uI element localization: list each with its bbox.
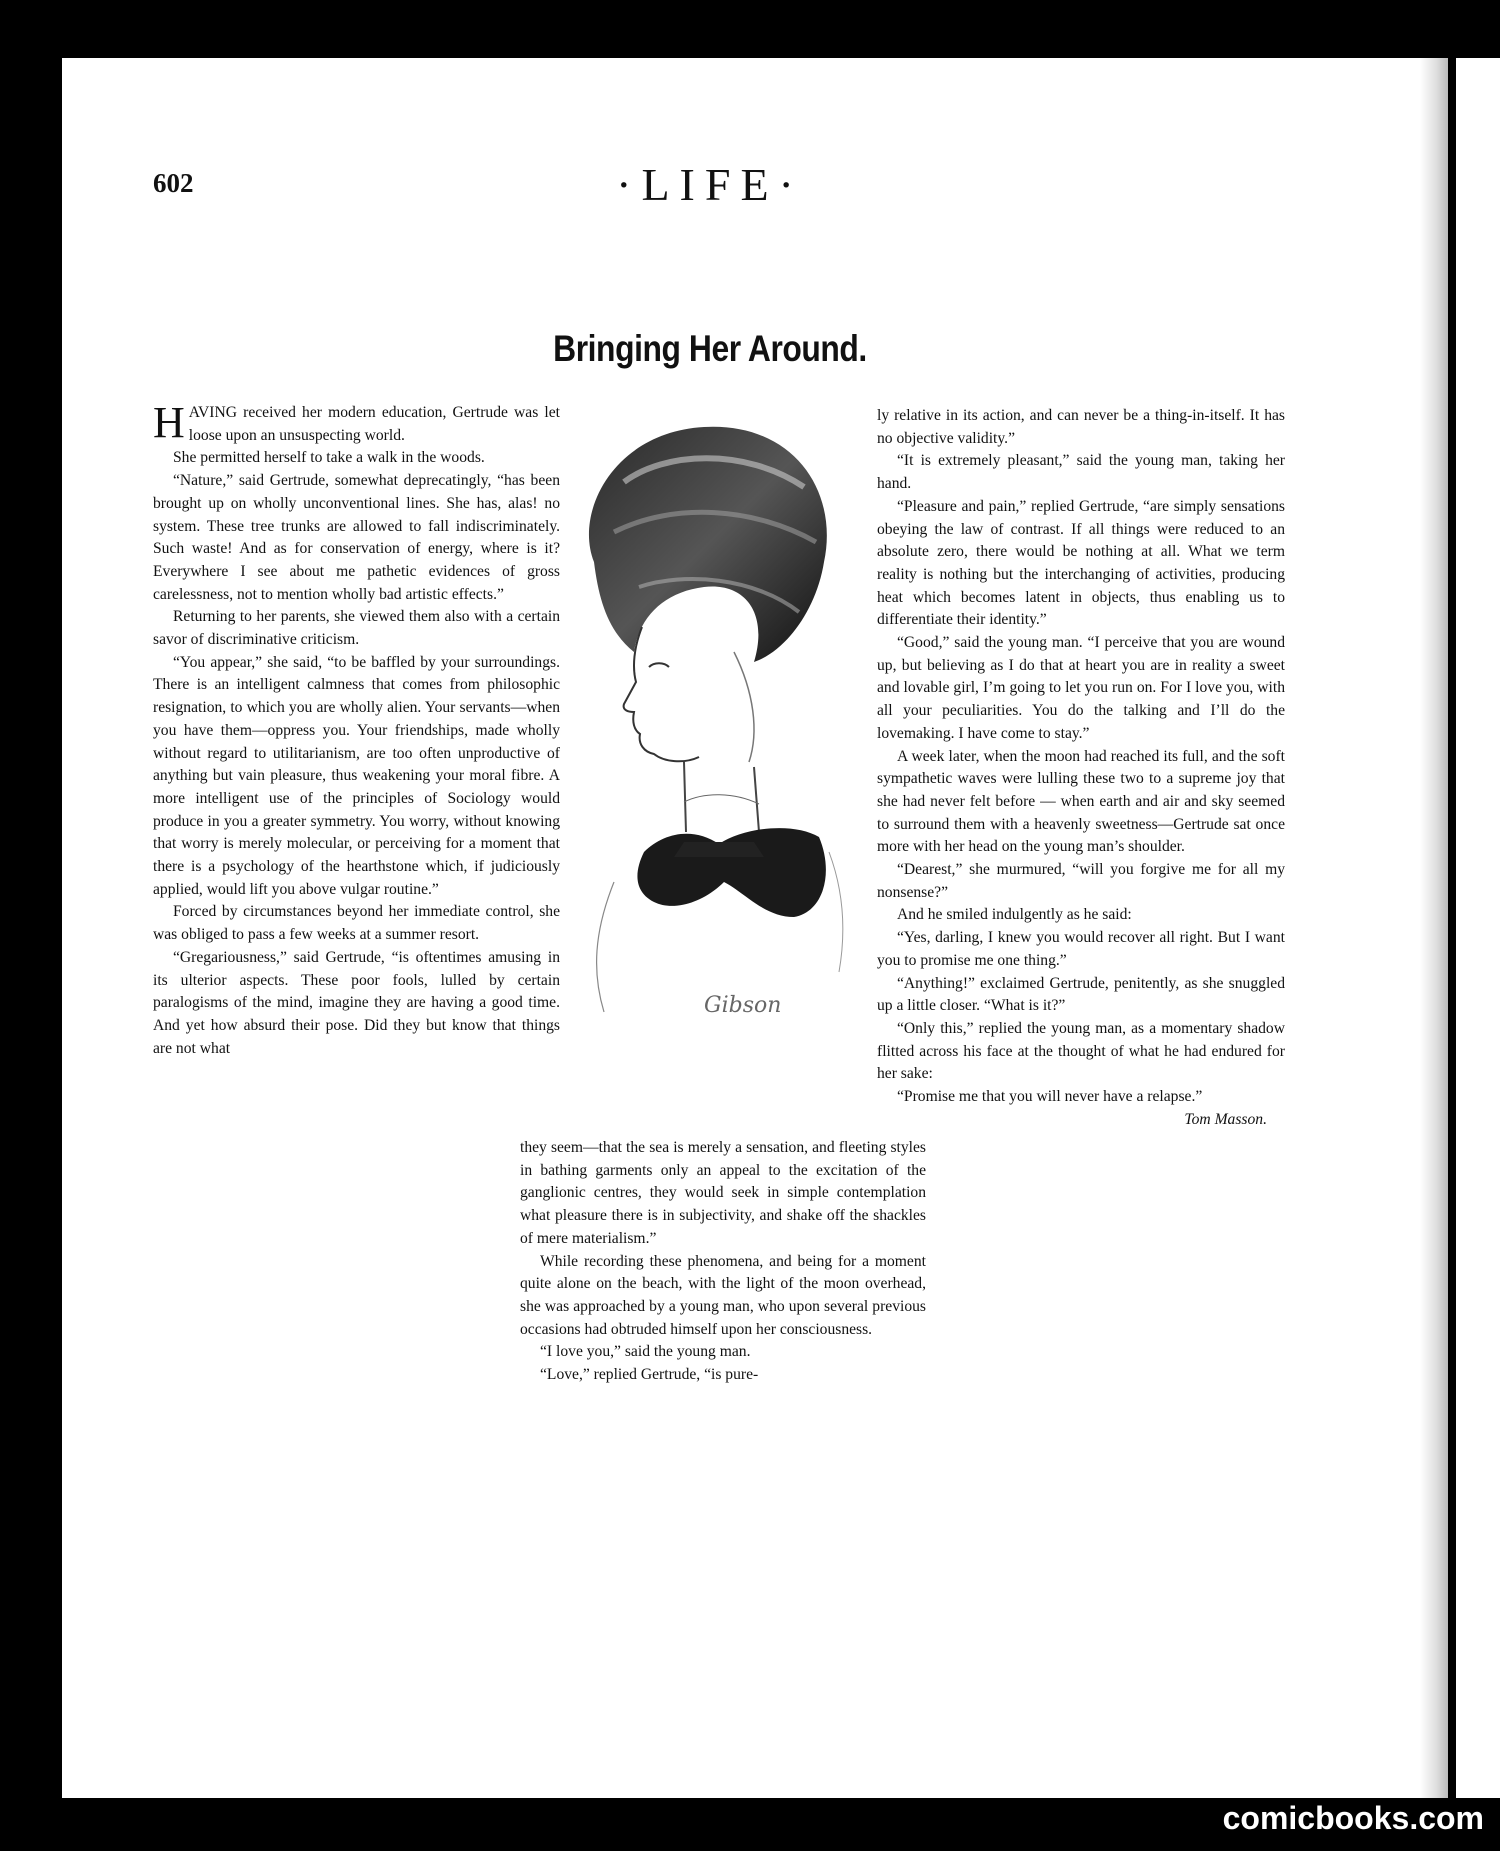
article-column-1 — [153, 398, 560, 1060]
paragraph: “Yes, darling, I knew you would recover all right. But I want you to promise me one thing.” — [877, 929, 1285, 969]
page-gutter-shadow — [1420, 58, 1448, 1798]
paragraph: Returning to her parents, she viewed them also with a certain savor of discriminative criticism. — [153, 608, 560, 649]
paragraph: She permitted herself to take a walk in the woods. — [173, 449, 485, 467]
article-title: Bringing Her Around. — [553, 328, 867, 369]
paragraph: “Gregariousness,” said Gertrude, “is oftentimes amusing in its ulterior aspects. These poor fools, lulled by certain paralogisms of the mind, imagine they are having a good time. And yet how absurd their pose. Did they but know that things are not what — [153, 948, 560, 1057]
paragraph: “Nature,” said Gertrude, somewhat deprecatingly, “has been brought up on wholly unconventional lines. She has, alas! no system. These tree trunks are allowed to fall indiscriminately. Such waste! And as for conservation of energy, where is it? Everywhere I see about me pathetic evidences of gross carelessness, not to mention wholly bad artistic effects.” — [153, 472, 560, 603]
woman-portrait-illustration — [554, 412, 854, 1072]
paragraph: “Anything!” exclaimed Gertrude, penitently, as she snuggled up a little closer. “What is it?” — [877, 974, 1285, 1015]
paragraph: A week later, when the moon had reached its full, and the soft sympathetic waves were lulling these two to a supreme joy that she had never felt before — when earth and air and sky seemed to surround them with a heavenly sweetness—Gertrude sat once more with her head on the young man’s shoulder. — [877, 747, 1285, 856]
page-number: 602 — [153, 168, 194, 198]
next-page-edge — [1452, 58, 1500, 1798]
paragraph: “Good,” said the young man. “I perceive that you are wound up, but believing as I do that at heart you are in reality a sweet and lovable girl, I’m going to let you run on. For I love you, with all your peculiarities. You do the talking and I’ll do the lovemaking. I have come to stay.” — [877, 634, 1285, 742]
paragraph: And he smiled indulgently as he said: — [897, 906, 1132, 924]
paragraph: “Dearest,” she murmured, “will you forgive me for all my nonsense?” — [877, 861, 1285, 901]
paragraph: “Only this,” replied the young man, as a momentary shadow flitted across his face at the thought of what he had endured for her sake: — [877, 1019, 1285, 1083]
artist-signature: Gibson — [704, 993, 782, 1018]
paragraph: While recording these phenomena, and being for a moment quite alone on the beach, with the light of the moon overhead, she was approached by a young man, who upon several previous occasions had obtruded himself upon her consciousness. — [520, 1252, 926, 1338]
paragraph: “Pleasure and pain,” replied Gertrude, “are simply sensations obeying the law of contrast. If all things were reduced to an absolute zero, there would be nothing at all. What we term reality is nothing but the interchanging of activities, producing heat which becomes latent in objects, thus enabling us to differentiate their identity.” — [877, 497, 1285, 629]
paragraph: “I love you,” said the young man. — [540, 1343, 751, 1361]
site-watermark: comicbooks.com — [1222, 1800, 1484, 1836]
masthead: ·LIFE· — [616, 159, 804, 210]
paragraph: HAVING received her modern education, Gertrude was let loose upon an unsuspecting world. — [153, 398, 560, 447]
paragraph: “Love,” replied Gertrude, “is pure- — [540, 1366, 759, 1384]
paragraph: Forced by circumstances beyond her immediate control, she was obliged to pass a few weeks at a summer resort. — [153, 903, 560, 944]
paragraph: “It is extremely pleasant,” said the young man, taking her hand. — [877, 452, 1285, 493]
paragraph: they seem—that the sea is merely a sensation, and fleeting styles in bathing garments only an appeal to the excitation of the ganglionic centres, they would seek in simple contemplation what pleasure there is in subjectivity, and shake off the shackles of mere materialism.” — [520, 1139, 926, 1247]
author-byline: Tom Masson. — [1184, 1110, 1267, 1128]
paragraph: ly relative in its action, and can never be a thing-in-itself. It has no objective validity.” — [877, 407, 1285, 447]
paragraph: “Promise me that you will never have a relapse.” — [897, 1088, 1203, 1106]
article-column-3 — [877, 405, 1285, 1132]
article-column-2 — [520, 1137, 926, 1387]
drop-cap: H — [153, 398, 185, 447]
paragraph: “You appear,” she said, “to be baffled by your surroundings. There is an intelligent calmness that comes from philosophic resignation, to which you are wholly alien. Your servants—when you have them—oppress you. Your friendships, made wholly without regard to utilitarianism, are too often unproductive of anything but vain pleasure, thus weakening your moral fibre. A more intelligent use of the principles of Sociology would produce in you a greater symmetry. You worry, without knowing that worry is merely molecular, or perceiving for a moment that there is a psychology of the hearthstone which, if judiciously applied, would lift you above vulgar routine.” — [153, 653, 560, 898]
